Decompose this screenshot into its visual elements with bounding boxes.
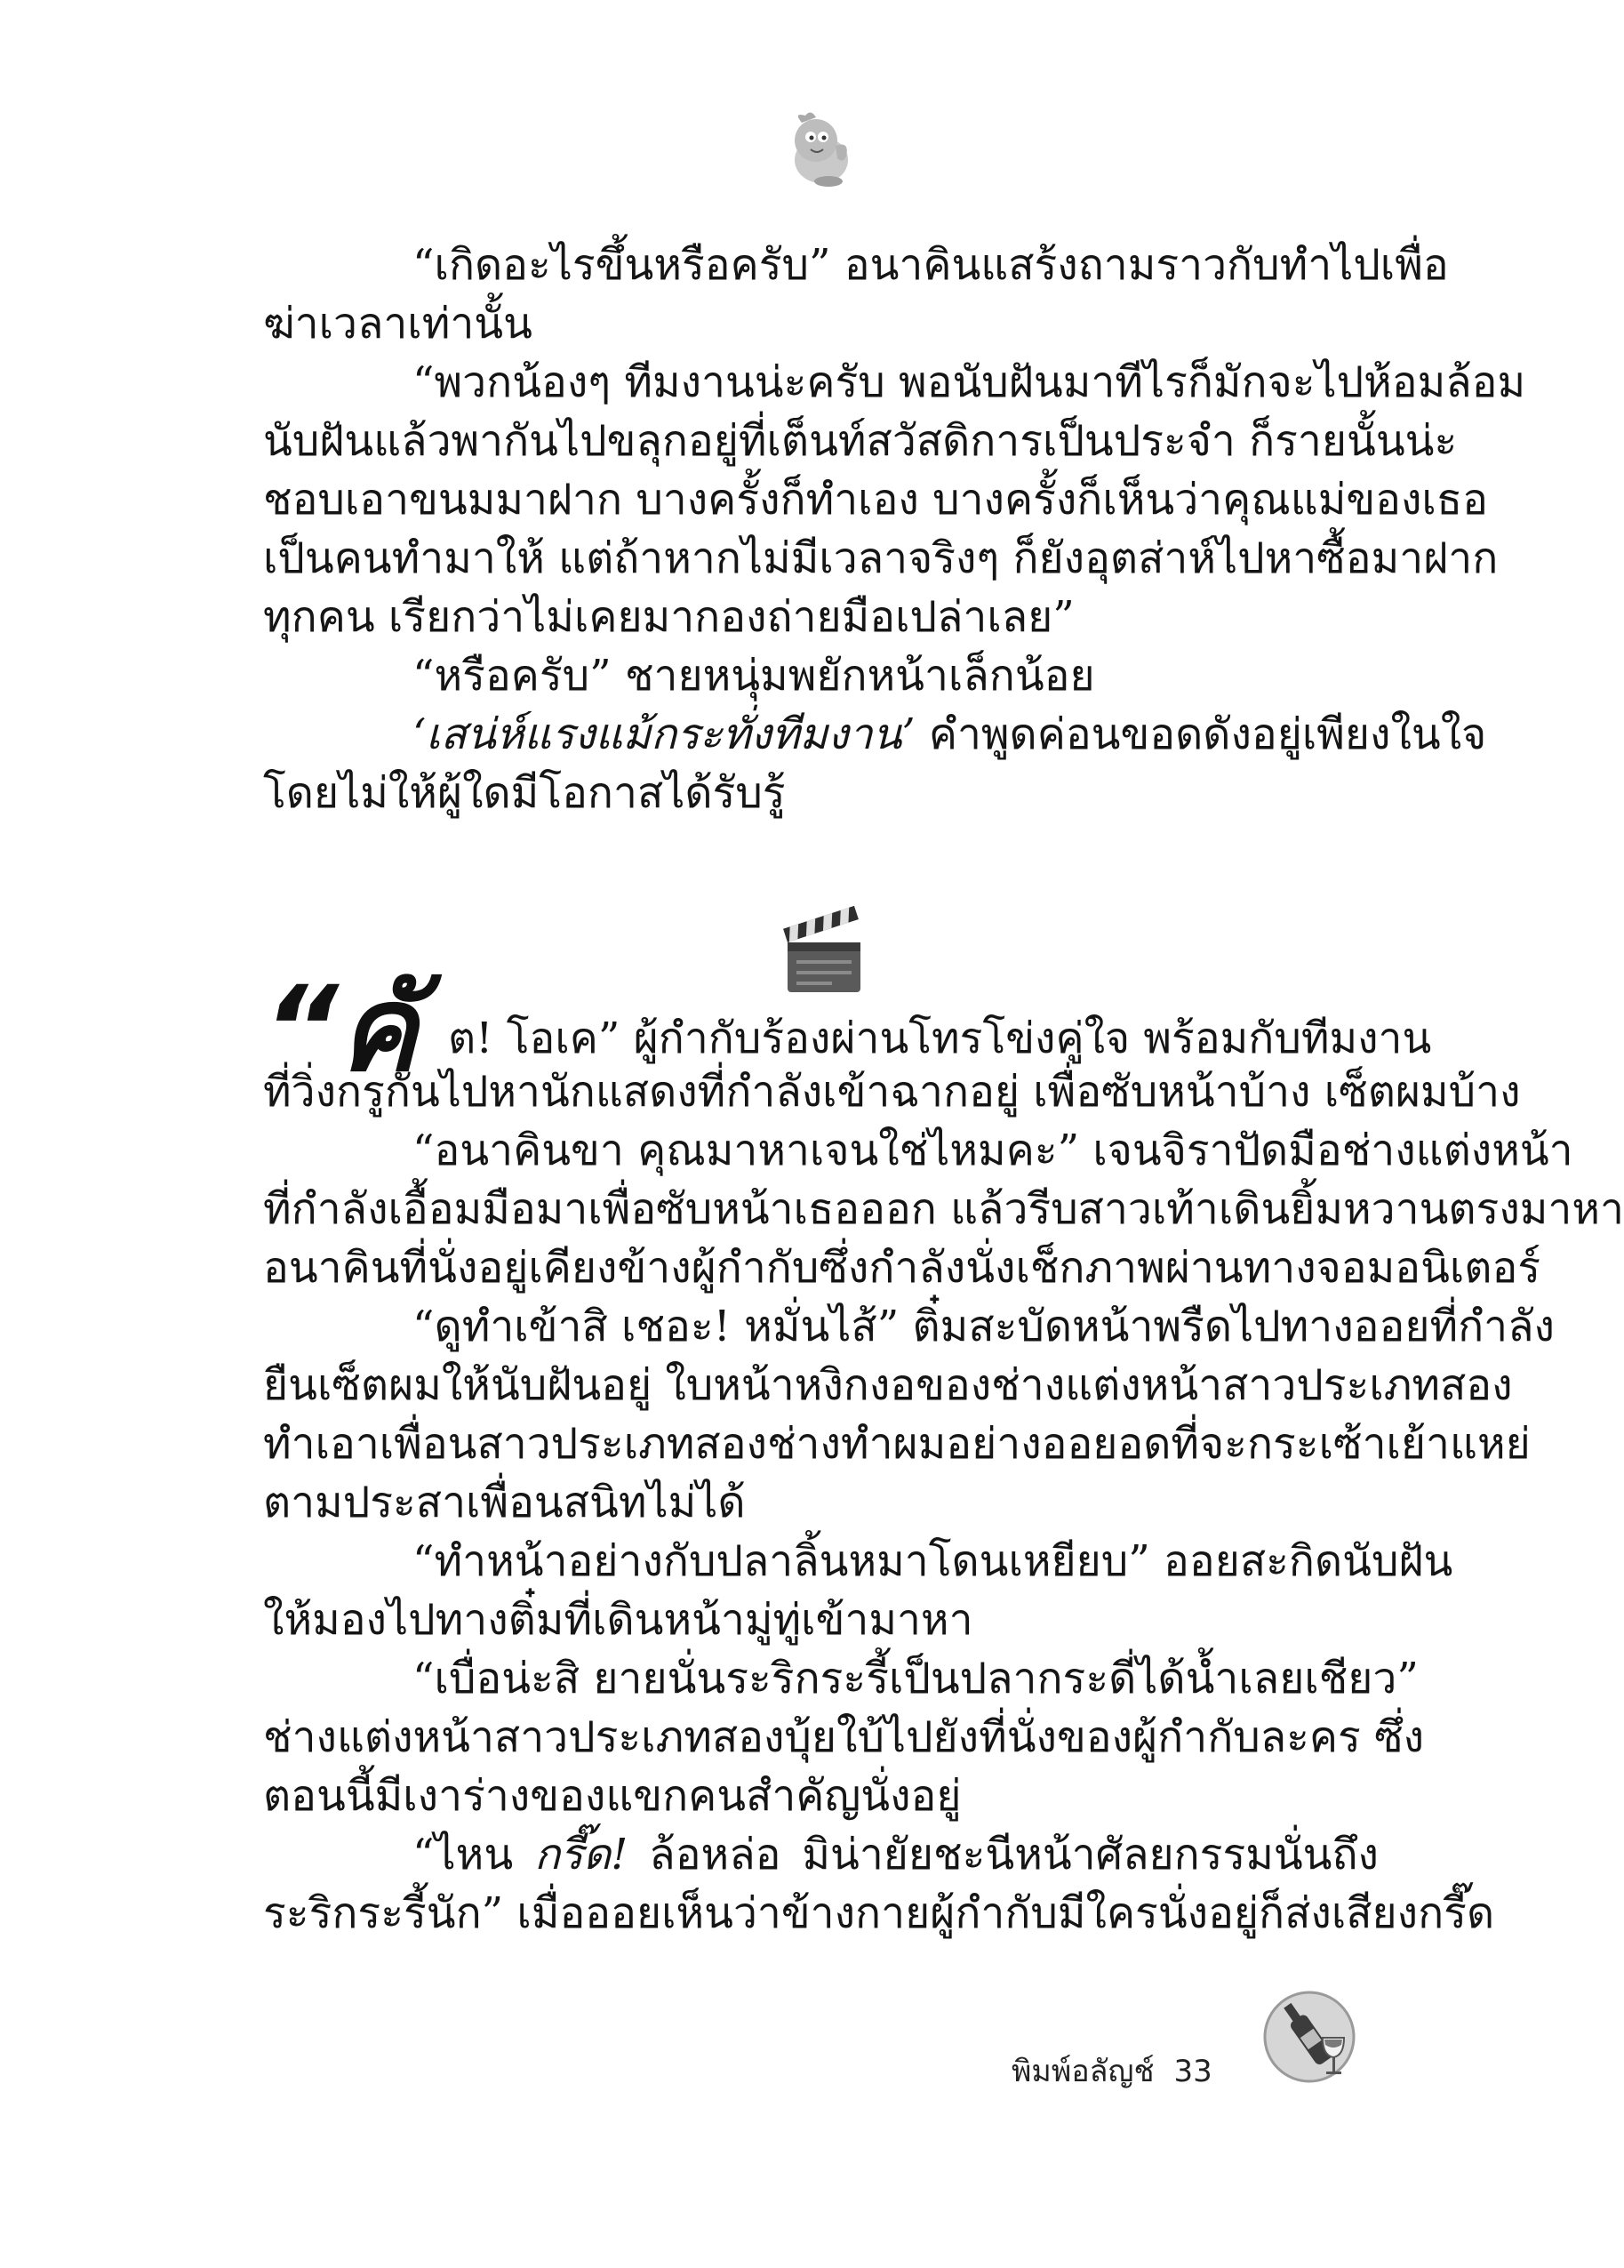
page-number: 33 [1173,2054,1212,2089]
text-line: ทำเอาเพื่อนสาวประเภทสองช่างทำผมอย่างออยอดที่จะกระเซ้าเย้าแหย่ [263,1419,1531,1469]
text-line: “เกิดอะไรขึ้นหรือครับ” อนาคินแสร้งถามราวกับทำไปเพื่อ [412,240,1449,290]
wine-bottle-and-glass-icon [1260,1988,1358,2086]
text-line [263,1828,1379,1887]
text-line: “หรือครับ” ชายหนุ่มพยักหน้าเล็กน้อย [412,651,1095,701]
text-span: ล้อหล่อ มิน่ายัยชะนีหน้าศัลยกรรมนั่นถึง [628,1830,1379,1879]
text-line: ระริกระรี้นัก” เมื่อออยเห็นว่าข้างกายผู้กำกับมีใครนั่งอยู่ก็ส่งเสียงกรี๊ด [263,1888,1495,1938]
text-line: อนาคินที่นั่งอยู่เคียงข้างผู้กำกับซึ่งกำลังนั่งเช็กภาพผ่านทางจอมอนิเตอร์ [263,1243,1541,1293]
author-name: พิมพ์อลัญช์ [1012,2054,1155,2089]
text-line: ให้มองไปทางติ๋มที่เดินหน้ามู่ทู่เข้ามาหา [263,1595,973,1645]
text-line [263,708,1487,766]
text-line: ต! โอเค” ผู้กำกับร้องผ่านโทรโข่งคู่ใจ พร้อมกับทีมงาน [448,1014,1432,1063]
text-line: “เบื่อน่ะสิ ยายนั่นระริกระรี้เป็นปลากระดี่ได้น้ำเลยเชียว” [412,1654,1419,1703]
text-line: ทุกคน เรียกว่าไม่เคยมากองถ่ายมือเปล่าเลย” [263,592,1075,642]
text-line: ชอบเอาขนมมาฝาก บางครั้งก็ทำเอง บางครั้งก็เห็นว่าคุณแม่ของเธอ [263,475,1488,525]
text-line: “อนาคินขา คุณมาหาเจนใช่ไหมคะ” เจนจิราปัดมือช่างแต่งหน้า [412,1126,1573,1175]
text-line: ตามประสาเพื่อนสนิทไม่ได้ [263,1478,746,1527]
text-line: “ทำหน้าอย่างกับปลาลิ้นหมาโดนเหยียบ” ออยสะกิดนับฝัน [412,1536,1453,1586]
text-line: ยืนเซ็ตผมให้นับฝันอยู่ ใบหน้าหงิกงอของช่างแต่งหน้าสาวประเภทสอง [263,1360,1513,1410]
italic-thought: ‘เสน่ห์แรงแม้กระทั่งทีมงาน’ [412,709,916,759]
text-line: ตอนนี้มีเงาร่างของแขกคนสำคัญนั่งอยู่ [263,1771,962,1821]
body-text-bottom [263,1065,1624,1945]
text-line: ฆ่าเวลาเท่านั้น [263,299,532,349]
text-line: นับฝันแล้วพากันไปขลุกอยู่ที่เต็นท์สวัสดิการเป็นประจำ ก็รายนั้นน่ะ [263,416,1458,466]
text-line: ที่วิ่งกรูกันไปหานักแสดงที่กำลังเข้าฉากอยู่ เพื่อซับหน้าบ้าง เซ็ตผมบ้าง [263,1067,1521,1117]
page-footer [1012,2047,1212,2095]
text-line: “พวกน้องๆ ทีมงานน่ะครับ พอนับฝันมาทีไรก็มักจะไปห้อมล้อม [412,357,1526,407]
text-span: คำพูดค่อนขอดดังอยู่เพียงในใจ [915,709,1487,759]
text-span: “ไหน [412,1830,535,1879]
text-line: โดยไม่ให้ผู้ใดมีโอกาสได้รับรู้ [263,768,786,818]
text-line: เป็นคนทำมาให้ แต่ถ้าหากไม่มีเวลาจริงๆ ก็ยังอุตส่าห์ไปหาซื้อมาฝาก [263,533,1499,583]
text-line: ที่กำลังเอื้อมมือมาเพื่อซับหน้าเธอออก แล้วรีบสาวเท้าเดินยิ้มหวานตรงมาหา [263,1184,1624,1234]
text-line: ช่างแต่งหน้าสาวประเภทสองบุ้ยใบ้ไปยังที่นั่งของผู้กำกับละคร ซึ่ง [263,1712,1425,1762]
cartoon-character-ornament-icon [775,105,864,194]
drop-cap: “คั [263,961,418,1098]
italic-exclamation: กรี๊ด! [534,1830,628,1879]
text-line: “ดูทำเข้าสิ เชอะ! หมั่นไส้” ติ๋มสะบัดหน้าพรืดไปทางออยที่กำลัง [412,1302,1555,1351]
body-text-top [263,238,1526,825]
